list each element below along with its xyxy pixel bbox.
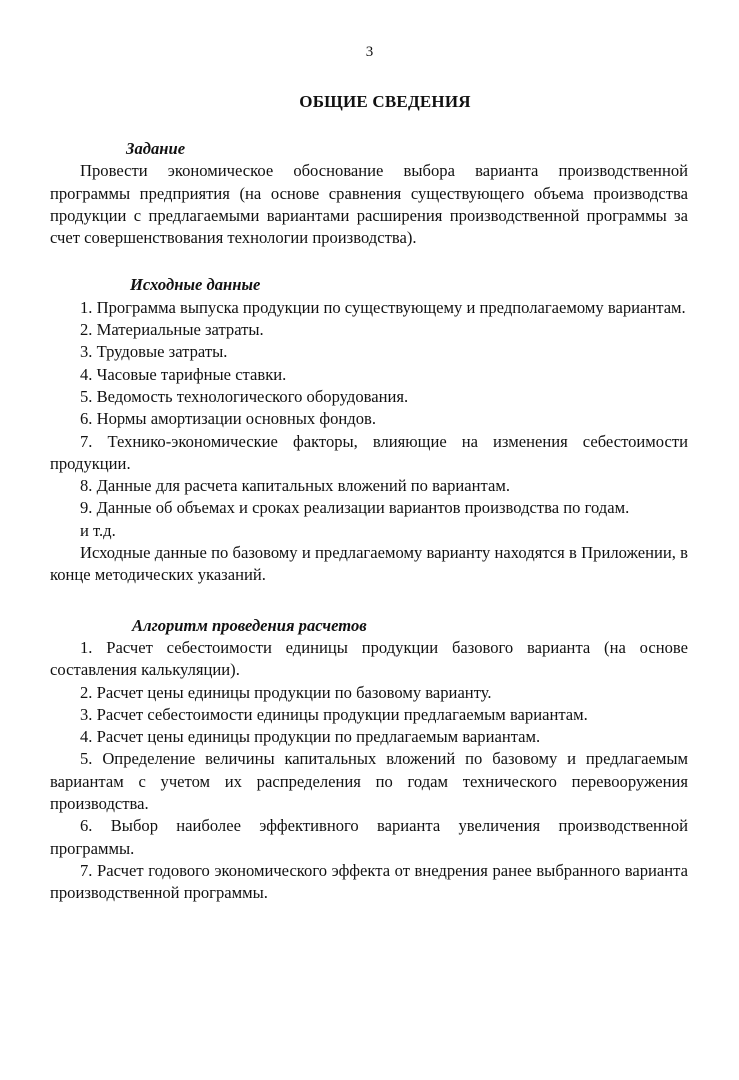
- task-text: Провести экономическое обоснование выбора варианта производственной программы предприятия (на основе сравнения существующего объема производства продукции с предлагаемыми вариантами расширения производственной программы за счет совершенствования технологии производства).: [50, 161, 688, 248]
- list-item: 4. Часовые тарифные ставки.: [80, 364, 287, 384]
- list-item: 7. Расчет годового экономического эффекта от внедрения ранее выбранного варианта производственной программы.: [50, 860, 688, 903]
- list-item: 6. Выбор наиболее эффективного варианта увеличения производственной программы.: [50, 816, 688, 858]
- initial-data-list: [50, 297, 688, 520]
- page-title: ОБЩИЕ СВЕДЕНИЯ: [299, 92, 471, 111]
- initial-data-heading: Исходные данные: [130, 275, 261, 295]
- list-item: 5. Определение величины капитальных вложений по базовому и предлагаемым вариантам с учетом их распределения по годам технического перевооружения производства.: [50, 749, 688, 814]
- list-item: 9. Данные об объемах и сроках реализации вариантов производства по годам.: [80, 498, 630, 518]
- list-item: 5. Ведомость технологического оборудования.: [80, 386, 409, 406]
- list-item: 1. Программа выпуска продукции по существующему и предполагаемому вариантам.: [80, 297, 686, 317]
- etc-text: и т.д.: [80, 520, 116, 540]
- list-item: 3. Трудовые затраты.: [80, 342, 228, 362]
- task-heading: Задание: [126, 139, 186, 158]
- list-item: 3. Расчет себестоимости единицы продукции предлагаемым вариантам.: [80, 704, 588, 724]
- list-item: 2. Расчет цены единицы продукции по базовому варианту.: [80, 682, 492, 702]
- list-item: 8. Данные для расчета капитальных вложений по вариантам.: [80, 476, 510, 496]
- initial-data-note: Исходные данные по базовому и предлагаемому варианту находятся в Приложении, в конце методических указаний.: [50, 543, 688, 585]
- list-item: 6. Нормы амортизации основных фондов.: [80, 409, 377, 429]
- algorithm-list: [50, 637, 688, 905]
- list-item: 2. Материальные затраты.: [80, 320, 264, 340]
- list-item: 4. Расчет цены единицы продукции по предлагаемым вариантам.: [80, 727, 541, 747]
- page-content: [50, 138, 688, 905]
- list-item: 7. Технико-экономические факторы, влияющие на изменения себестоимости продукции.: [50, 431, 688, 473]
- list-item: 1. Расчет себестоимости единицы продукции базового варианта (на основе составления калькуляции).: [50, 637, 688, 680]
- page-number: 3: [365, 44, 374, 60]
- algorithm-heading: Алгоритм проведения расчетов: [132, 615, 367, 635]
